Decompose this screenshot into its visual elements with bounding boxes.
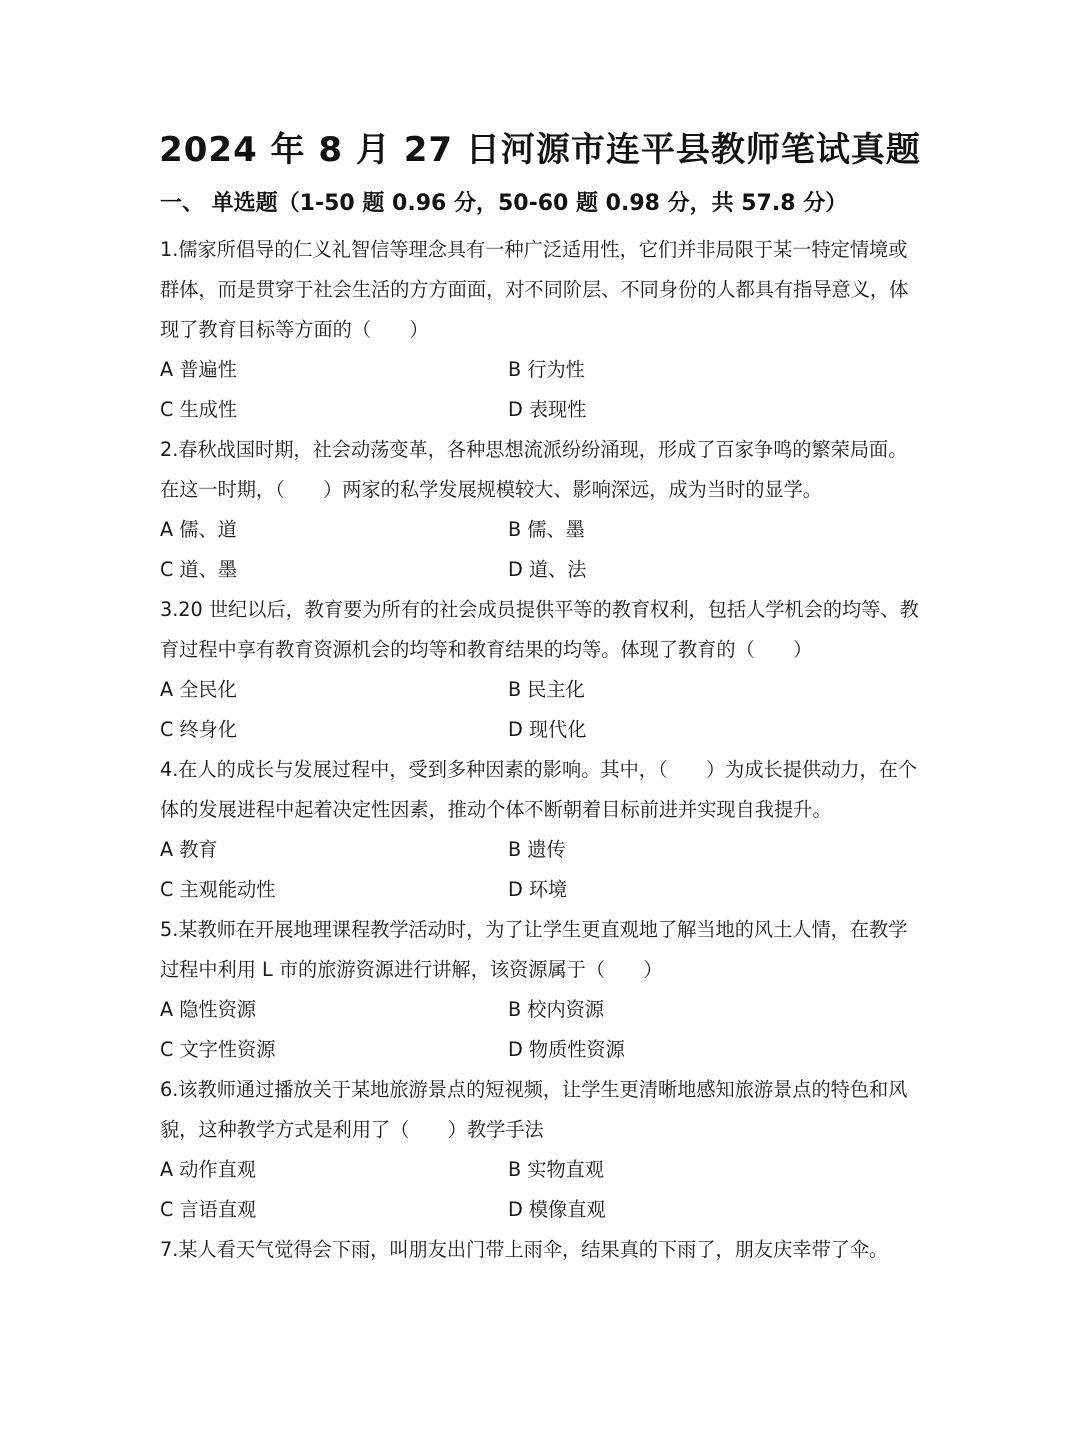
section-heading: 一、 单选题（1-50 题 0.96 分，50-60 题 0.98 分，共 57.8 分）	[160, 191, 848, 216]
option-b: B 遗传	[508, 838, 566, 861]
option-c: C 生成性	[160, 398, 238, 421]
option-row	[160, 350, 924, 390]
question-text: 2.春秋战国时期，社会动荡变革，各种思想流派纷纷涌现，形成了百家争鸣的繁荣局面。在这一时期，（ ）两家的私学发展规模较大、影响深远，成为当时的显学。	[160, 438, 908, 501]
option-b: B 民主化	[508, 678, 585, 701]
question-item	[160, 910, 924, 1070]
option-c: C 言语直观	[160, 1198, 257, 1221]
option-d: D 环境	[508, 878, 568, 901]
question-text: 3.20 世纪以后，教育要为所有的社会成员提供平等的教育权利，包括人学机会的均等、教 育过程中享有教育资源机会的均等和教育结果的均等。体现了教育的（ ）	[160, 598, 919, 661]
question-item	[160, 230, 924, 430]
option-a: A 隐性资源	[160, 998, 256, 1021]
question-item	[160, 1070, 924, 1230]
option-b: B 实物直观	[508, 1158, 605, 1181]
option-row	[160, 1150, 924, 1190]
option-row	[160, 510, 924, 550]
question-text: 5.某教师在开展地理课程教学活动时，为了让学生更直观地了解当地的风土人情，在教学过程中利用 L 市的旅游资源进行讲解，该资源属于（ ）	[160, 918, 908, 981]
option-a: A 教育	[160, 838, 218, 861]
option-row	[160, 670, 924, 710]
option-row	[160, 1030, 924, 1070]
question-text: 6.该教师通过播放关于某地旅游景点的短视频，让学生更清晰地感知旅游景点的特色和风貌，这种教学方式是利用了（ ）教学手法	[160, 1078, 908, 1141]
option-b: B 行为性	[508, 358, 585, 381]
option-d: D 模像直观	[508, 1198, 606, 1221]
option-d: D 现代化	[508, 718, 587, 741]
option-d: D 道、法	[508, 558, 587, 581]
option-c: C 主观能动性	[160, 878, 276, 901]
question-text: 4.在人的成长与发展过程中，受到多种因素的影响。其中，（ ）为成长提供动力，在个体的发展进程中起着决定性因素，推动个体不断朝着目标前进并实现自我提升。	[160, 758, 918, 821]
question-item	[160, 590, 924, 750]
option-row	[160, 710, 924, 750]
option-row	[160, 990, 924, 1030]
option-b: B 校内资源	[508, 998, 605, 1021]
document-title: 2024 年 8 月 27 日河源市连平县教师笔试真题	[159, 130, 921, 170]
option-row	[160, 390, 924, 430]
option-row	[160, 830, 924, 870]
question-item	[160, 750, 924, 910]
option-d: D 物质性资源	[508, 1038, 625, 1061]
option-a: A 普遍性	[160, 358, 237, 381]
option-a: A 儒、道	[160, 518, 237, 541]
option-c: C 文字性资源	[160, 1038, 276, 1061]
option-a: A 全民化	[160, 678, 237, 701]
option-b: B 儒、墨	[508, 518, 585, 541]
option-c: C 终身化	[160, 718, 238, 741]
option-d: D 表现性	[508, 398, 587, 421]
option-row	[160, 870, 924, 910]
question-item	[160, 1230, 924, 1270]
option-a: A 动作直观	[160, 1158, 256, 1181]
option-c: C 道、墨	[160, 558, 238, 581]
question-text: 7.某人看天气觉得会下雨，叫朋友出门带上雨伞，结果真的下雨了，朋友庆幸带了伞。	[160, 1238, 889, 1261]
option-row	[160, 1190, 924, 1230]
option-row	[160, 550, 924, 590]
question-text: 1.儒家所倡导的仁义礼智信等理念具有一种广泛适用性，它们并非局限于某一特定情境或群体，而是贯穿于社会生活的方方面面，对不同阶层、不同身份的人都具有指导意义，体现了教育目标等方面的（ ）	[160, 238, 909, 341]
question-item	[160, 430, 924, 590]
question-list	[160, 230, 924, 1270]
